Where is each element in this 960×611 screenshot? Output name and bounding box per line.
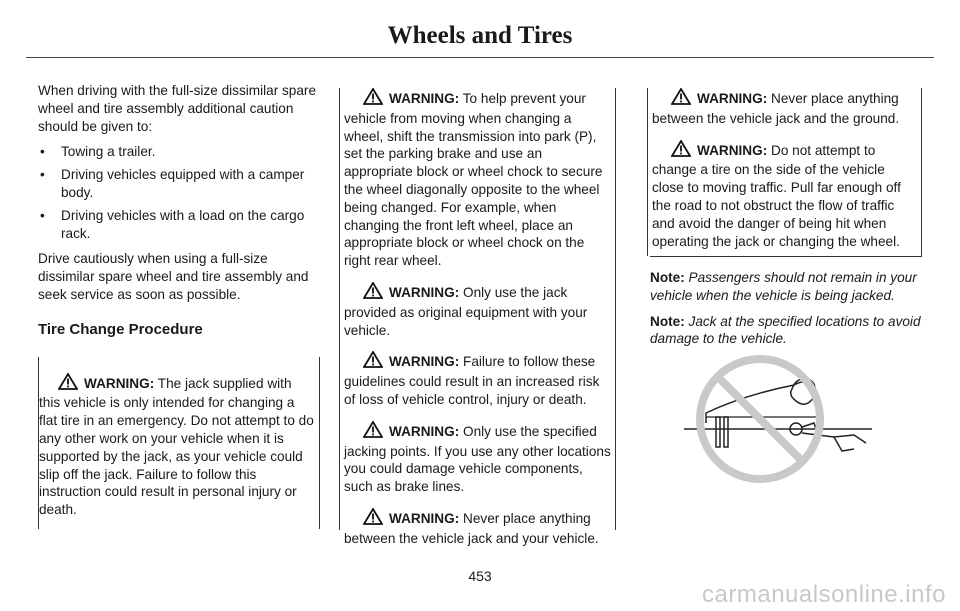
header-divider [26, 57, 934, 58]
warning-text: Do not attempt to change a tire on the side of the vehicle close to moving traffic. Pull far enough off the road to not obstruct the flow of traffic and avoid the danger of being hit when operating the jack or changing the wheel. [652, 142, 901, 249]
warning [344, 508, 611, 548]
column-3 [650, 88, 922, 356]
warning [344, 88, 611, 270]
warning-text: Never place anything between the vehicle jack and the ground. [652, 91, 900, 126]
outro-paragraph: Drive cautiously when using a full-size dissimilar spare wheel and tire assembly and seek service as soon as possible. [38, 251, 309, 302]
note-text: Passengers should not remain in your vehicle when the vehicle is being jacked. [650, 270, 917, 303]
warning [39, 373, 315, 519]
warning-text: Never place anything between the vehicle jack and your vehicle. [344, 510, 599, 546]
warning-label: WARNING: [84, 375, 155, 391]
warning-triangle-icon [363, 421, 383, 443]
warning-triangle-icon [363, 88, 383, 110]
section-heading: Tire Change Procedure [38, 320, 203, 338]
warning-triangle-icon [363, 282, 383, 304]
warning-text: Only use the specified jacking points. If you use any other locations you could damage vehicle components, such as brake lines. [344, 423, 611, 495]
warning-box [38, 357, 320, 529]
watermark: carmanualsonline.info [702, 581, 946, 608]
caution-list [38, 143, 320, 242]
warning [652, 140, 917, 251]
column-1 [38, 82, 320, 529]
warning-label: WARNING: [389, 91, 460, 106]
warning-triangle-icon [363, 508, 383, 530]
warning [344, 351, 611, 408]
note [650, 269, 922, 305]
warning-text: The jack supplied with this vehicle is only intended for changing a flat tire in an emergency. Do not attempt to do any other work on your vehicle when it is supported by the jack, as your vehicle could slip off the jack. Failure to follow this instruction could result in personal injury or death. [39, 375, 314, 518]
warning-label: WARNING: [697, 142, 768, 158]
page-title: Wheels and Tires [387, 22, 573, 49]
intro-paragraph: When driving with the full-size dissimilar spare wheel and tire assembly additional caution should be given to: [38, 83, 317, 134]
warning-label: WARNING: [389, 354, 460, 370]
list-item: • Towing a trailer. [38, 143, 320, 161]
note [650, 313, 922, 349]
warning-text: Failure to follow these guidelines could result in an increased risk of loss of vehicle control, injury or death. [344, 354, 600, 407]
column-2 [342, 88, 616, 546]
no-person-under-vehicle-icon [684, 355, 884, 485]
warning-triangle-icon [58, 373, 78, 395]
warning-text: To help prevent your vehicle from moving when changing a wheel, shift the transmission into park (P), set the parking brake and use an appropriate block or wheel chock to secure the wheel diagonally opposite to the wheel being changed. For example, when changing the front left wheel, place an appropriate block or wheel chock on the right rear wheel. [344, 91, 603, 269]
warning-box [650, 88, 922, 257]
warning-triangle-icon [363, 351, 383, 373]
warning-triangle-icon [671, 140, 691, 162]
warning-label: WARNING: [389, 423, 460, 439]
warning-triangle-icon [671, 88, 691, 110]
warning-label: WARNING: [389, 284, 460, 300]
warning-box [342, 88, 616, 546]
page-number: 453 [468, 568, 492, 584]
warning-label: WARNING: [697, 91, 768, 106]
list-item: • Driving vehicles equipped with a camper body. [38, 166, 320, 202]
warning [344, 421, 611, 496]
note-label: Note: [650, 313, 685, 329]
warning [652, 88, 917, 128]
note-label: Note: [650, 270, 685, 285]
list-item: • Driving vehicles with a load on the cargo rack. [38, 207, 320, 243]
warning [344, 282, 611, 339]
warning-label: WARNING: [389, 510, 460, 526]
warning-text: Only use the jack provided as original equipment with your vehicle. [344, 284, 588, 338]
note-text: Jack at the specified locations to avoid damage to the vehicle. [650, 313, 921, 347]
